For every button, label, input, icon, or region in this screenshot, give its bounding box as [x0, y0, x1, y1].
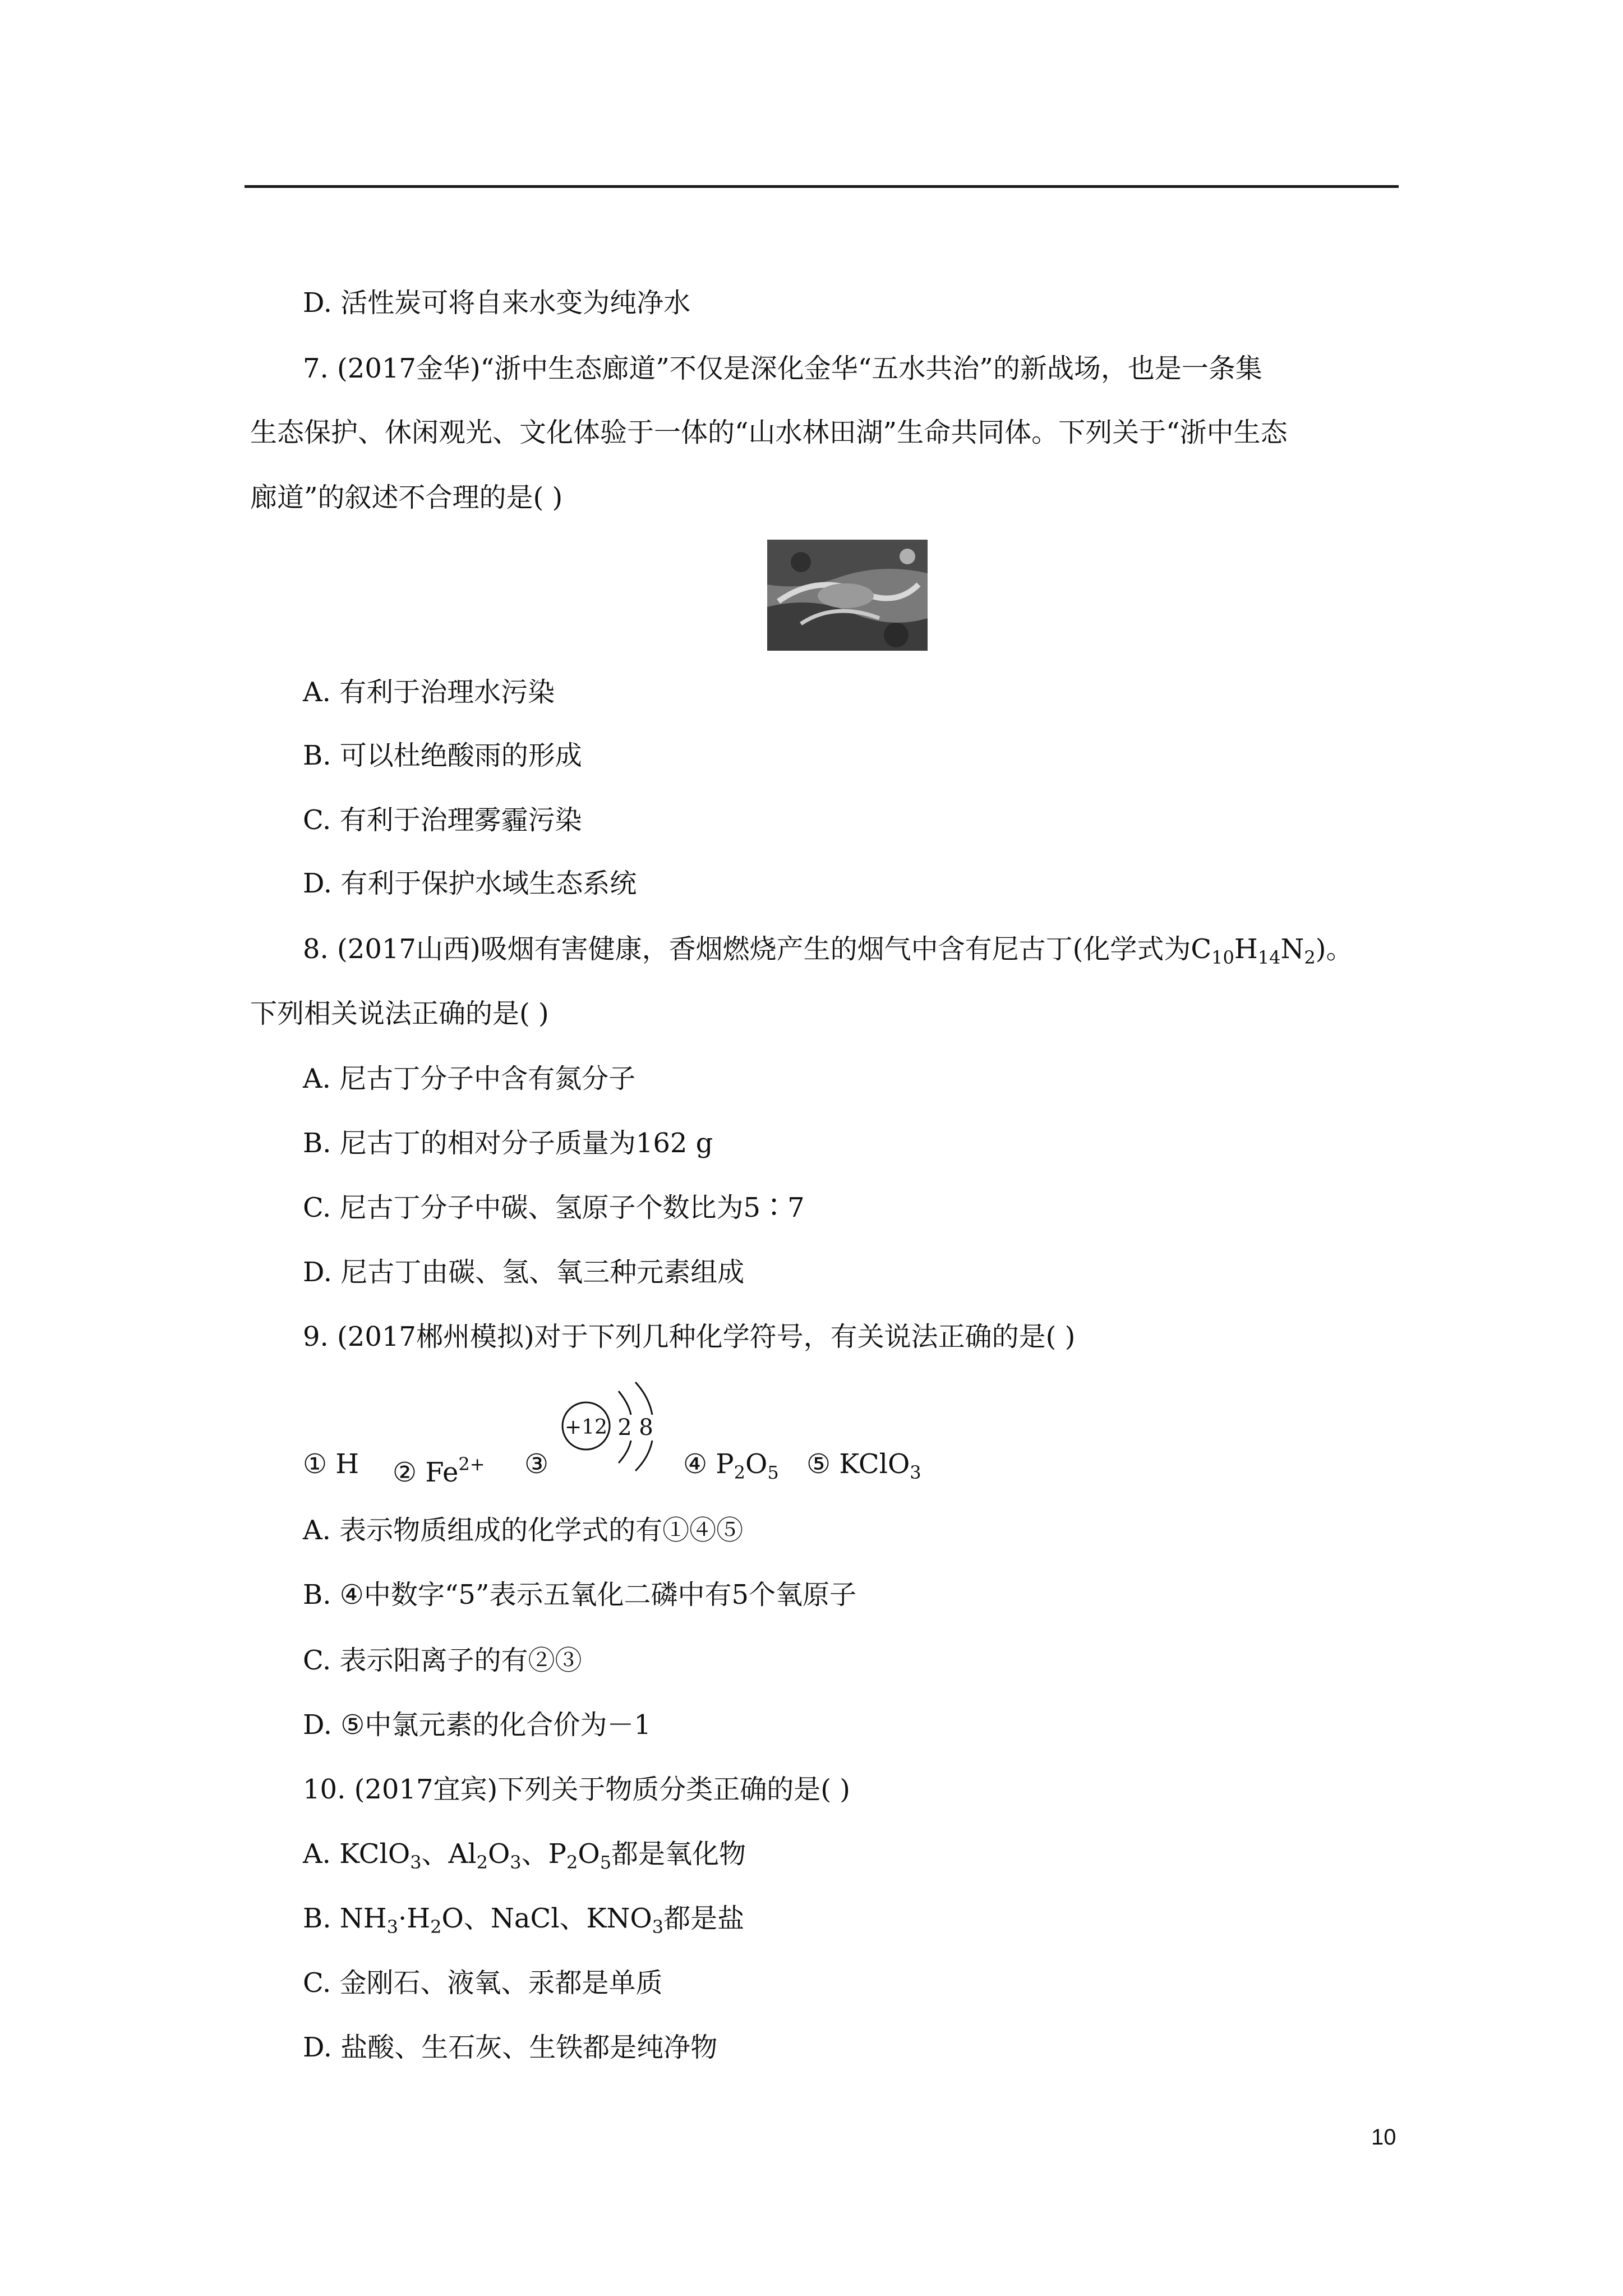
q8-option-b: B. 尼古丁的相对分子质量为162 g: [303, 1128, 713, 1159]
symbol-h: ① H: [303, 1448, 359, 1480]
q10-option-d: D. 盐酸、生石灰、生铁都是纯净物: [303, 2032, 718, 2063]
shell-2-electrons: 8: [639, 1415, 653, 1441]
nucleus-charge: +12: [565, 1416, 607, 1439]
symbol-p2o5: ④ $P_2O_5$: [683, 1448, 779, 1483]
symbol-3-label: ③: [524, 1448, 549, 1480]
mg-ion-structure-diagram: [552, 1374, 665, 1481]
q7-option-b: B. 可以杜绝酸雨的形成: [303, 740, 582, 771]
shell-1-electrons: 2: [617, 1415, 632, 1441]
q7-stem-line2: 生态保护、休闲观光、文化体验于一体的“山水林田湖”生命共同体。下列关于“浙中生态: [250, 417, 1288, 448]
q7-stem-line3: 廊道”的叙述不合理的是( ): [250, 482, 563, 513]
q9-option-c: C. 表示阳离子的有②③: [303, 1645, 582, 1676]
q9-option-d: D. ⑤中氯元素的化合价为－1: [303, 1709, 651, 1741]
q7-option-d: D. 有利于保护水域生态系统: [303, 868, 637, 899]
q8-option-a: A. 尼古丁分子中含有氮分子: [303, 1063, 636, 1094]
q7-stem-line1: 7. (2017金华)“浙中生态廊道”不仅是深化金华“五水共治”的新战场，也是一条集: [303, 353, 1262, 384]
q9-option-b: B. ④中数字“5”表示五氧化二磷中有5个氧原子: [303, 1579, 856, 1611]
q6-option-d: D. 活性炭可将自来水变为纯净水: [303, 287, 691, 319]
q8-option-c: C. 尼古丁分子中碳、氢原子个数比为5∶7: [303, 1192, 805, 1223]
q9-stem: 9. (2017郴州模拟)对于下列几种化学符号，有关说法正确的是( ): [303, 1321, 1076, 1352]
q8-stem-line1: 8. (2017山西)吸烟有害健康，香烟燃烧产生的烟气中含有尼古丁(化学式为$C_{10}H_{14}N_2$)。: [303, 933, 1353, 968]
shell-2-arc-top: [635, 1382, 652, 1415]
q10-stem: 10. (2017宜宾)下列关于物质分类正确的是( ): [303, 1774, 850, 1805]
q8-option-d: D. 尼古丁由碳、氢、氧三种元素组成: [303, 1257, 745, 1288]
q9-option-a: A. 表示物质组成的化学式的有①④⑤: [303, 1515, 744, 1546]
page-number: 10: [1371, 2125, 1396, 2150]
q10-option-c: C. 金刚石、液氧、汞都是单质: [303, 1967, 663, 1999]
q7-option-a: A. 有利于治理水污染: [303, 677, 555, 708]
q8-stem-line2: 下列相关说法正确的是( ): [250, 998, 549, 1029]
q7-option-c: C. 有利于治理雾霾污染: [303, 804, 582, 836]
q10-option-a: A. KClO$_3$、$Al_2O_3$、$P_2O_5$都是氧化物: [303, 1838, 746, 1873]
eco-corridor-photo: [767, 540, 928, 651]
symbol-fe-ion: ② $Fe^{2+}$: [393, 1453, 485, 1488]
q10-option-b: B. $NH_3\cdot H_2O$、NaCl、$KNO_3$都是盐: [303, 1903, 745, 1938]
symbol-kclo3: ⑤ KClO$_3$: [806, 1448, 921, 1483]
header-rule: [245, 185, 1399, 188]
shell-1-arc-top: [619, 1391, 631, 1415]
shell-1-arc-bottom: [619, 1441, 631, 1463]
shell-2-arc-bottom: [635, 1441, 652, 1471]
